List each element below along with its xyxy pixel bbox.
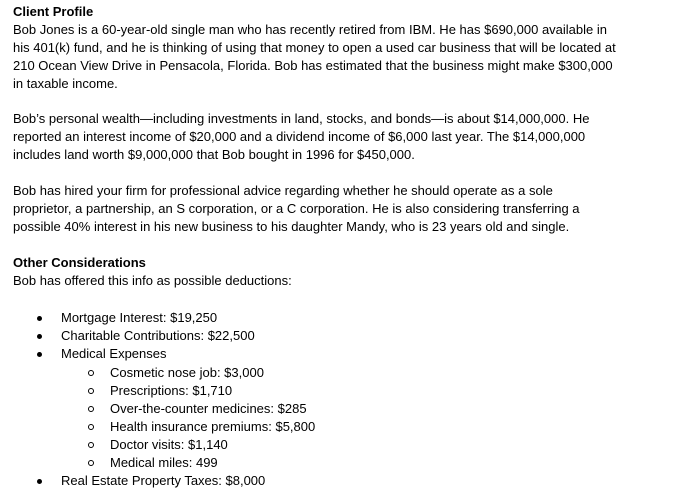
deduction-charitable: Charitable Contributions: $22,500 [61,328,255,343]
paragraph-line: Bob’s personal wealth—including investments in land, stocks, and bonds—is about $14,000,000. He [13,111,590,126]
list-item [0,382,680,400]
list-item [0,436,680,454]
bullet-icon [37,316,42,321]
list-item [0,327,680,345]
paragraph-line: includes land worth $9,000,000 that Bob bought in 1996 for $450,000. [13,147,415,162]
profile-paragraph-3 [13,182,653,236]
hollow-bullet-icon [88,370,94,376]
deduction-mortgage-interest: Mortgage Interest: $19,250 [61,310,218,325]
hollow-bullet-icon [88,388,94,394]
list-item [0,364,680,382]
paragraph-line: in taxable income. [13,76,118,91]
bullet-icon [37,479,42,484]
medical-sub-item: Cosmetic nose job: $3,000 [110,365,264,380]
bullet-icon [37,334,42,339]
paragraph-line: Bob has hired your firm for professional advice regarding whether he should operate as a sole [13,183,553,198]
other-considerations-heading: Other Considerations [13,255,146,270]
paragraph-line: Bob Jones is a 60-year-old single man who has recently retired from IBM. He has $690,000 available in [13,22,607,37]
list-item [0,309,680,327]
list-item [0,454,680,472]
medical-sub-item: Medical miles: 499 [110,455,218,470]
medical-sub-item: Prescriptions: $1,710 [110,383,233,398]
medical-sub-item: Doctor visits: $1,140 [110,437,228,452]
list-item [0,345,680,363]
paragraph-line: possible 40% interest in his new business to his daughter Mandy, who is 23 years old and single. [13,219,570,234]
deductions-intro: Bob has offered this info as possible deductions: [13,273,292,288]
paragraph-line: his 401(k) fund, and he is thinking of using that money to open a used car business that will be located at [13,40,616,55]
profile-paragraph-2 [13,110,653,164]
paragraph-line: proprietor, a partnership, an S corporation, or a C corporation. He is also considering transferring a [13,201,580,216]
list-item [0,400,680,418]
hollow-bullet-icon [88,442,94,448]
medical-sub-item: Over-the-counter medicines: $285 [110,401,307,416]
hollow-bullet-icon [88,406,94,412]
hollow-bullet-icon [88,460,94,466]
client-profile-heading: Client Profile [13,4,94,19]
deduction-property-taxes: Real Estate Property Taxes: $8,000 [61,473,266,488]
list-item [0,418,680,436]
deduction-medical-expenses: Medical Expenses [61,346,167,361]
medical-sub-item: Health insurance premiums: $5,800 [110,419,316,434]
profile-paragraph-1 [13,21,653,93]
bullet-icon [37,352,42,357]
paragraph-line: reported an interest income of $20,000 and a dividend income of $6,000 last year. The $14,000,000 [13,129,586,144]
paragraph-line: 210 Ocean View Drive in Pensacola, Florida. Bob has estimated that the business might make $300,000 [13,58,613,73]
list-item [0,472,680,490]
hollow-bullet-icon [88,424,94,430]
